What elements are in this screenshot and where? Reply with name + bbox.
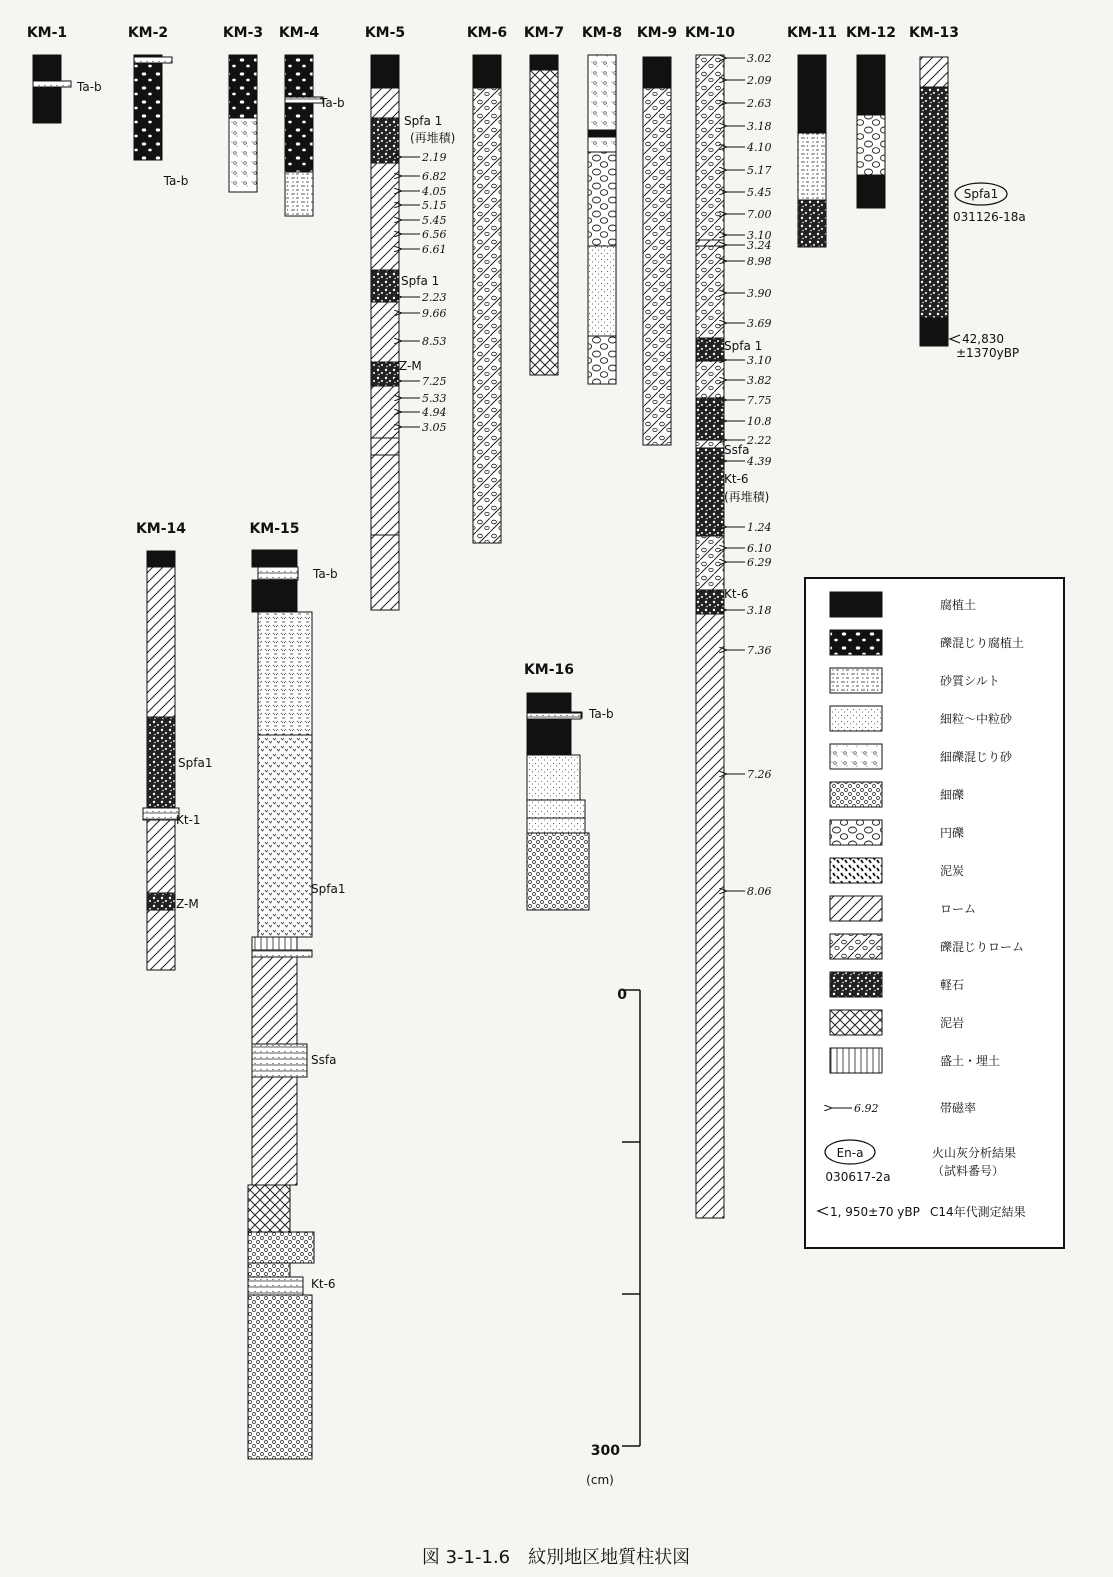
column-km-14 [136, 521, 212, 970]
magnetic-value: 10.8 [747, 415, 772, 428]
layer-tephra [143, 808, 179, 820]
magnetic-value: 3.05 [422, 421, 447, 434]
legend-label: 腐植土 [940, 598, 977, 612]
layer-humus [473, 55, 501, 88]
layer-fine-medium-sand [527, 818, 585, 833]
bed-label: Ta-b [589, 707, 614, 721]
column-km-12 [846, 25, 896, 208]
column-km-2 [128, 25, 189, 188]
magnetic-value: 8.53 [422, 335, 447, 348]
legend-label: C14年代測定結果 [930, 1205, 1026, 1219]
layer-sandy-silt [285, 172, 313, 216]
magnetic-value: 7.36 [747, 644, 772, 657]
bed-label: Spfa 1 [401, 274, 440, 288]
layer-loam [147, 910, 175, 970]
layer-humus [643, 57, 671, 88]
magnetic-value: 2.63 [747, 97, 772, 110]
column-header: KM-3 [222, 25, 264, 41]
magnetic-value: 5.45 [747, 186, 772, 199]
layer-loam [147, 820, 175, 893]
magnetic-value: 6.61 [422, 243, 447, 256]
layer-ash [258, 612, 312, 735]
magnetic-value: 5.17 [747, 164, 772, 177]
layer-loam [371, 302, 399, 362]
column-header: KM-15 [249, 521, 300, 537]
legend-swatch-gravel-loam [830, 934, 882, 959]
legend-label: 礫混じりローム [940, 940, 1025, 954]
bed-label: Ta-b [163, 174, 189, 188]
layer-loam [371, 438, 399, 455]
layer-gravel-loam [643, 88, 671, 445]
bed-label: Spfa 1 [724, 339, 763, 353]
layer-mudstone [248, 1185, 290, 1232]
layer-humus [920, 318, 948, 346]
magnetic-value: 6.10 [747, 542, 772, 555]
magnetic-value: 3.18 [747, 120, 772, 133]
bed-label: Ta-b [77, 80, 102, 94]
layer-fine-gravel-sand [229, 118, 257, 192]
layer-pumice [696, 408, 724, 440]
column-km-13 [909, 25, 1026, 360]
bed-label: Kt-6 [311, 1277, 336, 1291]
column-header: KM-13 [908, 25, 960, 41]
column-header: KM-14 [135, 521, 187, 537]
layer-tephra [252, 950, 312, 957]
layer-pumice [696, 590, 724, 614]
column-header: KM-5 [364, 25, 406, 41]
layer-loam [371, 163, 399, 270]
magnetic-value: 8.06 [747, 885, 772, 898]
legend-swatch-mudstone [830, 1010, 882, 1035]
layer-humus [252, 550, 297, 567]
magnetic-value: 4.10 [747, 141, 772, 154]
layer-fine-gravel-sand [588, 137, 616, 152]
layer-humus [527, 693, 571, 712]
magnetic-value: 5.15 [422, 199, 447, 212]
column-km-11 [787, 25, 837, 247]
layer-fine-medium-sand [588, 246, 616, 336]
bed-label: Kt-6 [724, 472, 749, 486]
column-header: KM-10 [684, 25, 736, 41]
bed-label: Spfa1 [963, 187, 999, 201]
magnetic-value: 3.24 [747, 239, 772, 252]
magnetic-value: 4.94 [422, 406, 447, 419]
layer-gravel-loam [696, 361, 724, 398]
legend-swatch-fine-gravel [830, 782, 882, 807]
legend-label: 軽石 [940, 978, 965, 992]
bed-label: Spfa1 [178, 756, 213, 770]
column-header: KM-7 [523, 25, 565, 41]
column-header: KM-4 [278, 25, 320, 41]
magnetic-value: 3.18 [747, 604, 772, 617]
layer-pumice [920, 87, 948, 318]
bed-label: Ssfa [311, 1053, 337, 1067]
layer-gravel-loam [696, 440, 724, 448]
layer-humus [530, 55, 558, 70]
legend-swatch-humus [830, 592, 882, 617]
magnetic-value: 7.25 [422, 375, 447, 388]
layer-loam [252, 957, 297, 1044]
magnetic-value: 4.05 [422, 185, 447, 198]
legend-swatch-sandy-silt [830, 668, 882, 693]
legend-swatch-peat [830, 858, 882, 883]
bed-label: (再堆積) [410, 131, 456, 145]
column-km-16 [524, 662, 614, 910]
layer-loam [371, 455, 399, 535]
magnetic-value: 3.10 [747, 229, 772, 242]
legend-label: 細礫混じり砂 [940, 750, 1013, 764]
legend-label: 円礫 [940, 826, 965, 840]
legend-label: （試料番号） [932, 1164, 1005, 1178]
column-km-6 [467, 25, 507, 543]
magnetic-value: 2.09 [747, 74, 772, 87]
legend-label: ローム [940, 902, 977, 916]
layer-humus [798, 55, 826, 133]
column-km-3 [223, 25, 263, 192]
layer-humus [252, 580, 297, 612]
column-km-10 [685, 25, 772, 1218]
magnetic-value: 4.39 [747, 455, 772, 468]
column-header: KM-2 [127, 25, 169, 41]
magnetic-value: 9.66 [422, 307, 447, 320]
layer-pumice [696, 338, 724, 361]
legend-label: 火山灰分析結果 [932, 1146, 1017, 1160]
c14-error: ±1370yBP [956, 346, 1020, 360]
layer-pumice [371, 362, 399, 386]
layer-tephra [252, 1044, 307, 1077]
bed-label: Z-M [399, 359, 422, 373]
legend-swatch-fine-medium-sand [830, 706, 882, 731]
magnetic-value: 6.56 [422, 228, 447, 241]
magnetic-value: 2.23 [422, 291, 447, 304]
layer-gravel-humus [134, 55, 162, 160]
magnetic-value: 3.90 [747, 287, 772, 300]
layer-pumice [696, 460, 724, 536]
layer-fine-gravel [248, 1232, 314, 1263]
column-header: KM-11 [786, 25, 838, 41]
column-header: KM-1 [26, 25, 68, 41]
column-km-15 [248, 521, 345, 1459]
legend-label: 帯磁率 [940, 1101, 977, 1115]
legend-magnetic-sample: 6.92 [854, 1102, 879, 1115]
layer-pumice [147, 717, 175, 808]
layer-round-gravel [857, 115, 885, 175]
legend-tephra-name: En-a [836, 1146, 864, 1160]
layer-humus [857, 55, 885, 115]
layer-mudstone [530, 70, 558, 375]
layer-humus [588, 130, 616, 137]
magnetic-value: 2.19 [422, 151, 447, 164]
column-km-4 [279, 25, 345, 216]
bed-label: Ta-b [313, 567, 338, 581]
layer-gravel-loam [696, 536, 724, 590]
layer-fine-gravel [248, 1263, 290, 1277]
legend-swatch-loam [830, 896, 882, 921]
layer-round-gravel [588, 152, 616, 246]
bed-label: Kt-1 [176, 813, 201, 827]
layer-loam [371, 535, 399, 610]
column-header: KM-9 [636, 25, 678, 41]
legend-label: 細粒～中粒砂 [940, 712, 1013, 726]
layer-fine-gravel [527, 833, 589, 910]
layer-loam [252, 1077, 297, 1185]
column-header: KM-6 [466, 25, 508, 41]
scale-unit: (cm) [586, 1473, 614, 1487]
legend-swatch-fill [830, 1048, 882, 1073]
legend-tephra-number: 030617-2a [825, 1170, 891, 1184]
layer-loam [147, 567, 175, 717]
bed-label: Z-M [176, 897, 199, 911]
tephra-band [285, 97, 323, 103]
layer-gravel-humus [229, 55, 257, 118]
magnetic-value: 3.69 [747, 317, 772, 330]
magnetic-value: 8.98 [747, 255, 772, 268]
layer-loam [696, 614, 724, 1218]
bed-label: Ta-b [320, 96, 345, 110]
layer-fine-medium-sand [527, 755, 580, 800]
layer-gravel-loam [696, 55, 724, 240]
legend-swatch-pumice [830, 972, 882, 997]
magnetic-value: 5.33 [422, 392, 447, 405]
layer-loam [920, 57, 948, 87]
legend-label: 泥炭 [940, 864, 965, 878]
bed-label: Kt-6 [724, 587, 749, 601]
figure-caption: 図 3-1-1.6 紋別地区地質柱状図 [421, 1547, 691, 1568]
layer-fine-gravel-sand [588, 55, 616, 130]
layer-pumice [696, 398, 724, 408]
legend-swatch-fine-gravel-sand [830, 744, 882, 769]
layer-fine-gravel [248, 1295, 312, 1459]
magnetic-value: 3.02 [747, 52, 772, 65]
bed-label: 031126-18a [953, 210, 1026, 224]
column-km-7 [524, 25, 564, 375]
magnetic-value: 3.10 [747, 354, 772, 367]
layer-gravel-loam [696, 246, 724, 338]
layer-pumice [696, 448, 724, 460]
scale-top-label: 0 [617, 987, 627, 1003]
bed-label: Ssfa [724, 443, 750, 457]
legend-label: 盛土・埋土 [940, 1054, 1001, 1068]
scale-bottom-label: 300 [590, 1443, 620, 1459]
column-header: KM-16 [523, 662, 575, 678]
layer-loam [371, 386, 399, 438]
tephra-band [134, 57, 172, 63]
legend-label: 細礫 [940, 788, 965, 802]
layer-fill [252, 937, 297, 950]
legend-swatch-round-gravel [830, 820, 882, 845]
magnetic-value: 7.26 [747, 768, 772, 781]
magnetic-value: 2.22 [747, 434, 772, 447]
layer-gravel-loam [473, 88, 501, 543]
column-km-5 [365, 25, 456, 610]
layer-humus [147, 551, 175, 567]
legend-c14-sample: 1, 950±70 yBP [830, 1205, 920, 1219]
layer-humus [371, 55, 399, 88]
column-header: KM-8 [581, 25, 623, 41]
bed-label: Spfa 1 [404, 114, 443, 128]
legend-label: 礫混じり腐植土 [940, 636, 1025, 650]
legend-label: 泥岩 [940, 1016, 965, 1030]
magnetic-value: 7.75 [747, 394, 772, 407]
layer-loam [371, 88, 399, 118]
layer-gravel-humus [285, 55, 313, 172]
bed-label: (再堆積) [724, 490, 770, 504]
magnetic-value: 6.29 [747, 556, 772, 569]
layer-pumice [371, 118, 399, 163]
layer-tephra [258, 567, 298, 580]
legend-swatch-gravel-humus [830, 630, 882, 655]
layer-humus [857, 175, 885, 208]
magnetic-value: 6.82 [422, 170, 447, 183]
column-km-1 [27, 25, 102, 123]
layer-pumice [147, 893, 175, 910]
layer-humus [527, 718, 571, 755]
layer-sandy-silt [798, 133, 826, 200]
column-km-8 [582, 25, 622, 384]
tephra-band [33, 81, 71, 87]
layer-fine-medium-sand [527, 800, 585, 818]
magnetic-value: 5.45 [422, 214, 447, 227]
layer-humus [33, 55, 61, 123]
c14-age: 42,830 [962, 332, 1004, 346]
c14-marker [950, 335, 960, 343]
magnetic-value: 1.24 [747, 521, 772, 534]
magnetic-value: 7.00 [747, 208, 772, 221]
layer-round-gravel [588, 336, 616, 384]
layer-tephra [248, 1277, 303, 1295]
column-km-9 [637, 25, 677, 445]
layer-loam [696, 240, 724, 246]
column-header: KM-12 [845, 25, 897, 41]
magnetic-value: 3.82 [747, 374, 772, 387]
tephra-band [527, 713, 581, 719]
bed-label: Spfa1 [311, 882, 346, 896]
layer-pumice [798, 200, 826, 247]
layer-vee [258, 735, 312, 937]
legend-label: 砂質シルト [940, 674, 1000, 688]
layer-pumice [371, 270, 399, 302]
